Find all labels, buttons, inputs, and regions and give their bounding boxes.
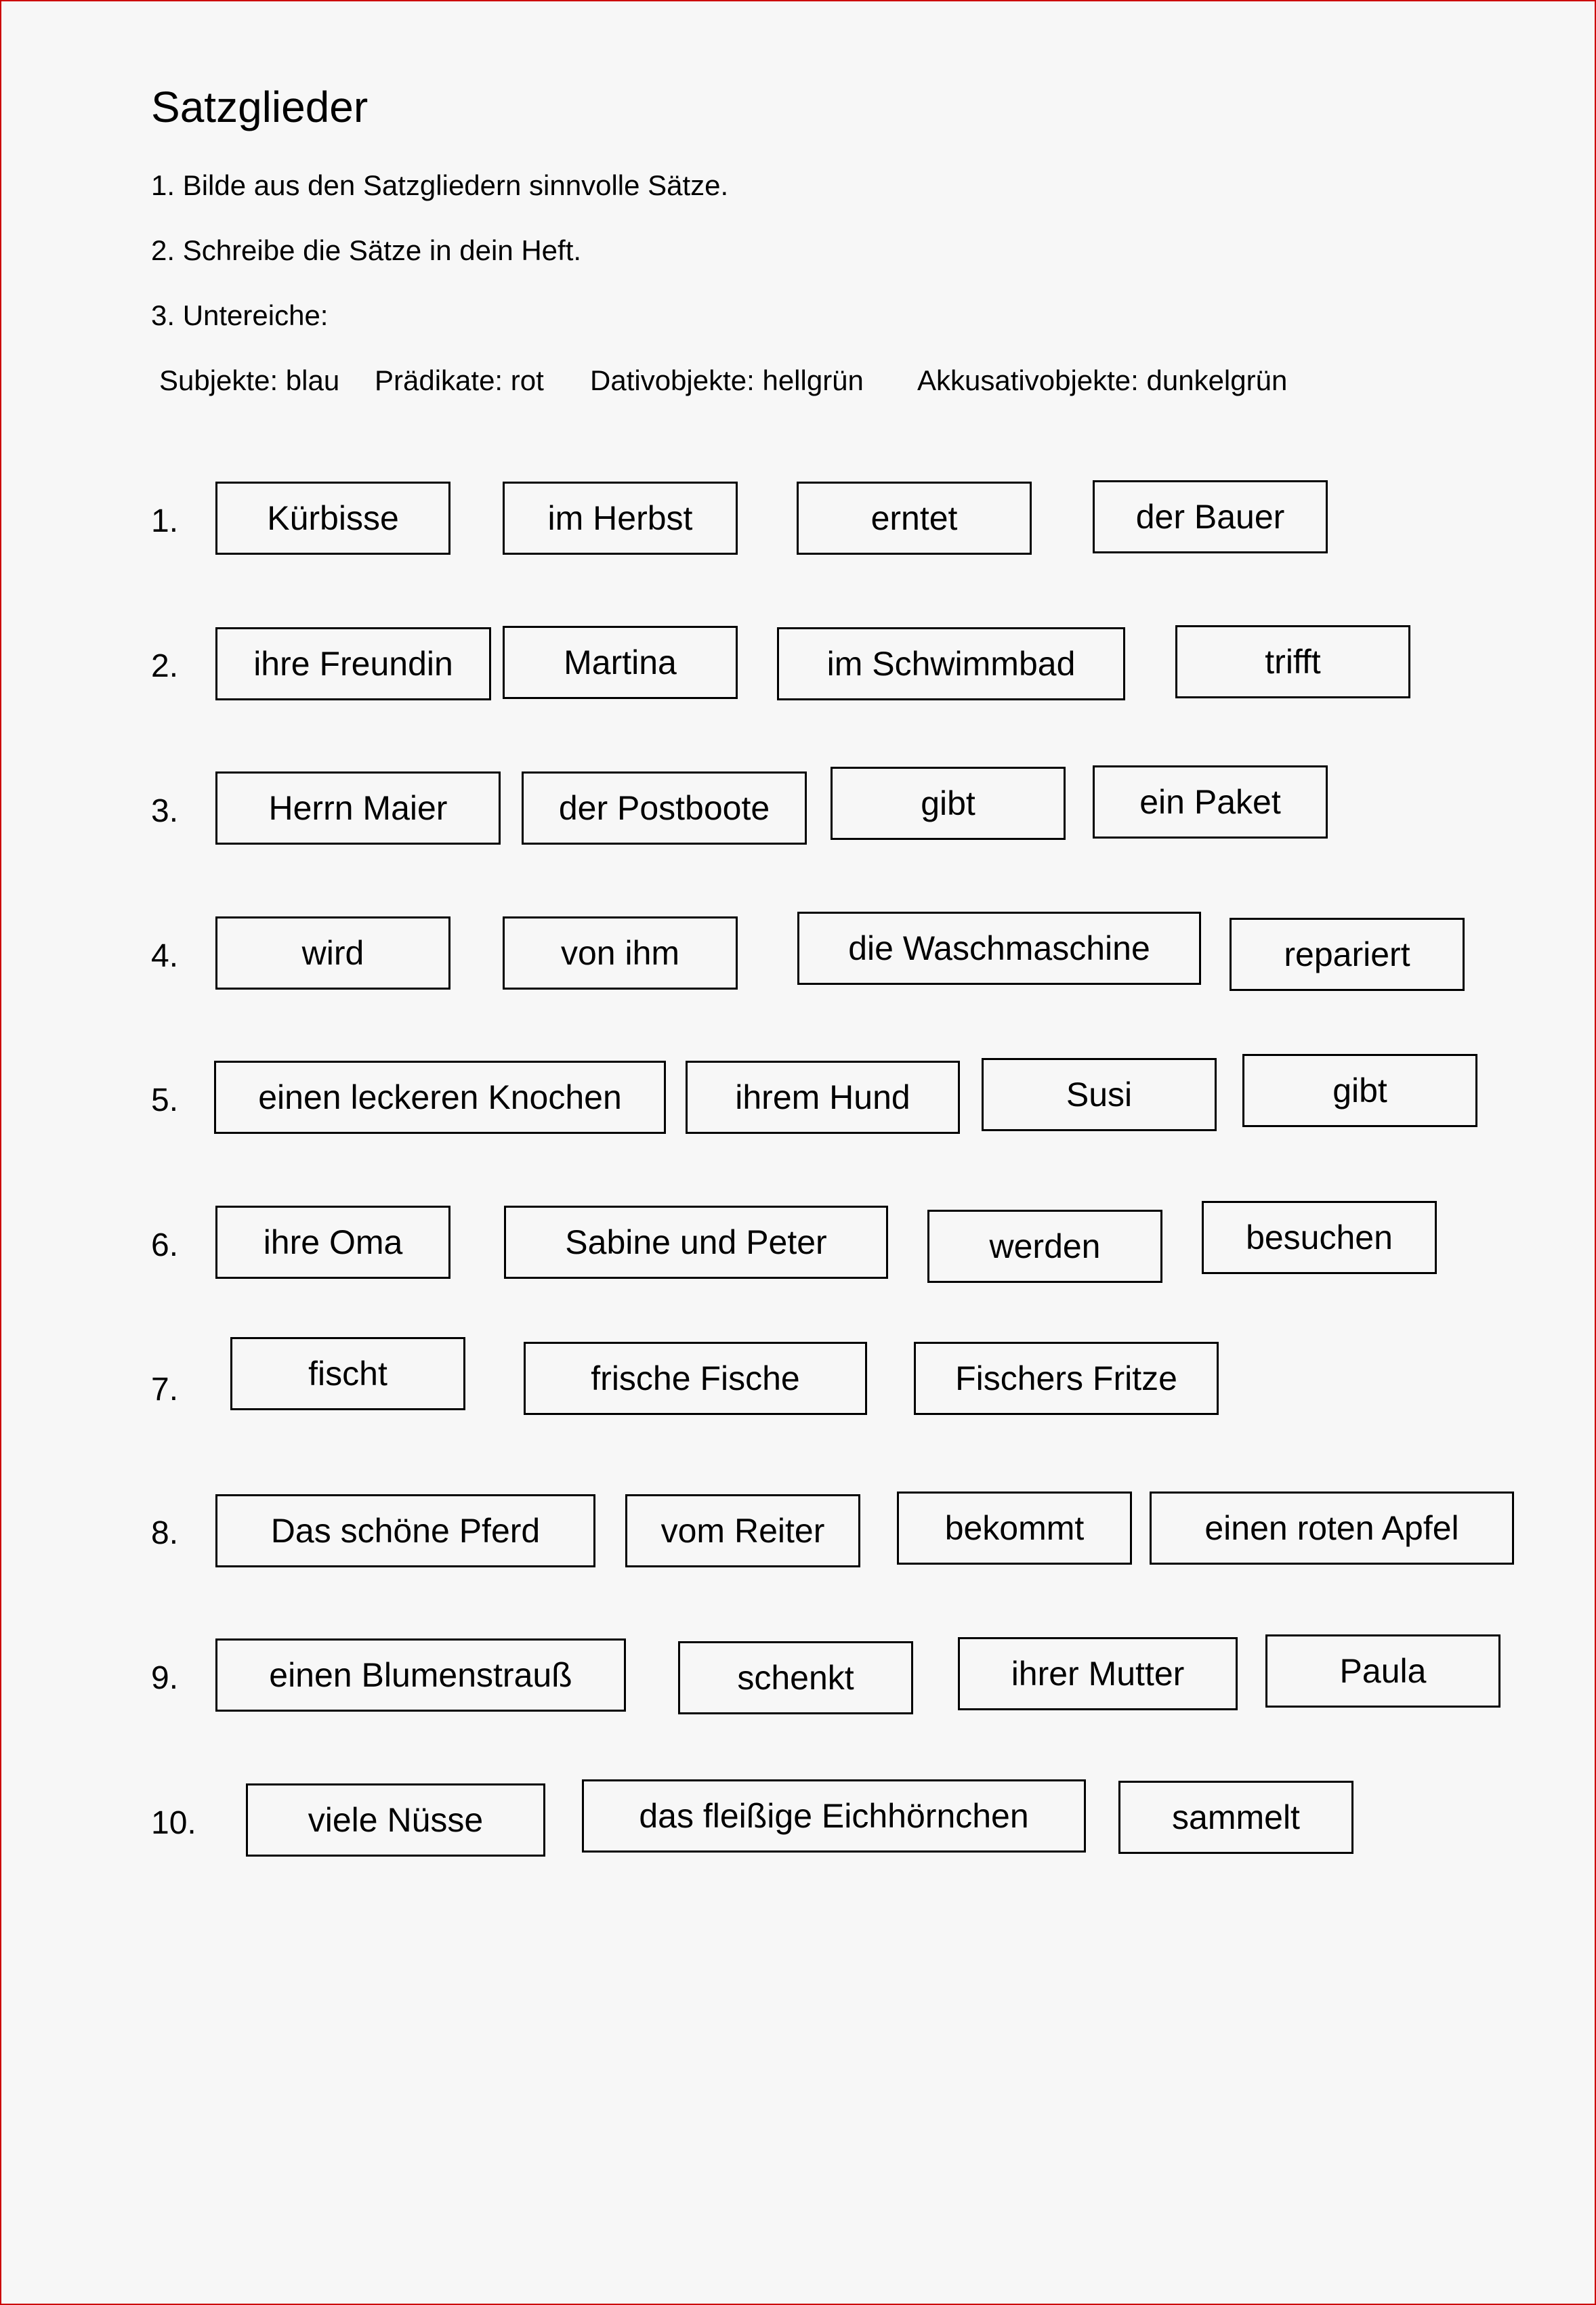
- word-card[interactable]: das fleißige Eichhörnchen: [582, 1779, 1086, 1853]
- word-card[interactable]: der Bauer: [1093, 480, 1328, 553]
- word-card[interactable]: Kürbisse: [215, 482, 450, 555]
- word-card[interactable]: viele Nüsse: [246, 1783, 545, 1857]
- row-9-number: 9.: [151, 1660, 179, 1696]
- row-4-number: 4.: [151, 938, 179, 974]
- word-card[interactable]: ein Paket: [1093, 765, 1328, 839]
- word-card[interactable]: trifft: [1175, 625, 1410, 698]
- word-card[interactable]: frische Fische: [524, 1342, 867, 1415]
- row-1-number: 1.: [151, 503, 179, 539]
- word-card[interactable]: ihrem Hund: [686, 1061, 960, 1134]
- word-card[interactable]: im Schwimmbad: [777, 627, 1125, 700]
- word-card[interactable]: schenkt: [678, 1641, 913, 1714]
- legend-dative-objects: Dativobjekte: hellgrün: [590, 364, 864, 396]
- row-10-number: 10.: [151, 1805, 196, 1841]
- page-title: Satzglieder: [151, 83, 369, 131]
- word-card[interactable]: ihre Freundin: [215, 627, 491, 700]
- word-card[interactable]: gibt: [1242, 1054, 1477, 1127]
- legend-accusative-objects: Akkusativobjekte: dunkelgrün: [917, 364, 1288, 396]
- word-card[interactable]: repariert: [1230, 918, 1465, 991]
- instruction-1: 1. Bilde aus den Satzgliedern sinnvolle Sätze.: [151, 169, 729, 201]
- word-card[interactable]: Herrn Maier: [215, 771, 501, 845]
- row-2-number: 2.: [151, 648, 179, 684]
- word-card[interactable]: die Waschmaschine: [797, 912, 1201, 985]
- word-card[interactable]: sammelt: [1118, 1781, 1353, 1854]
- word-card[interactable]: werden: [927, 1210, 1162, 1283]
- word-card[interactable]: bekommt: [897, 1492, 1132, 1565]
- word-card[interactable]: Fischers Fritze: [914, 1342, 1219, 1415]
- instruction-3: 3. Untereiche:: [151, 299, 329, 331]
- word-card[interactable]: Paula: [1265, 1634, 1500, 1708]
- word-card[interactable]: besuchen: [1202, 1201, 1437, 1274]
- word-card[interactable]: erntet: [797, 482, 1032, 555]
- word-card[interactable]: wird: [215, 916, 450, 990]
- word-card[interactable]: ihrer Mutter: [958, 1637, 1238, 1710]
- row-7-number: 7.: [151, 1372, 179, 1408]
- word-card[interactable]: Das schöne Pferd: [215, 1494, 595, 1567]
- word-card[interactable]: fischt: [230, 1337, 465, 1410]
- legend-subjects: Subjekte: blau: [159, 364, 340, 396]
- word-card[interactable]: von ihm: [503, 916, 738, 990]
- row-8-number: 8.: [151, 1515, 179, 1551]
- word-card[interactable]: einen roten Apfel: [1150, 1492, 1514, 1565]
- word-card[interactable]: im Herbst: [503, 482, 738, 555]
- word-card[interactable]: Martina: [503, 626, 738, 699]
- legend-predicates: Prädikate: rot: [375, 364, 544, 396]
- word-card[interactable]: ihre Oma: [215, 1206, 450, 1279]
- row-5-number: 5.: [151, 1082, 179, 1118]
- row-6-number: 6.: [151, 1227, 179, 1263]
- row-3-number: 3.: [151, 793, 179, 829]
- word-card[interactable]: Sabine und Peter: [504, 1206, 888, 1279]
- word-card[interactable]: einen Blumenstrauß: [215, 1638, 626, 1712]
- word-card[interactable]: vom Reiter: [625, 1494, 860, 1567]
- word-card[interactable]: Susi: [982, 1058, 1217, 1131]
- word-card[interactable]: gibt: [831, 767, 1066, 840]
- word-card[interactable]: einen leckeren Knochen: [214, 1061, 666, 1134]
- word-card[interactable]: der Postboote: [522, 771, 807, 845]
- instruction-2: 2. Schreibe die Sätze in dein Heft.: [151, 234, 582, 266]
